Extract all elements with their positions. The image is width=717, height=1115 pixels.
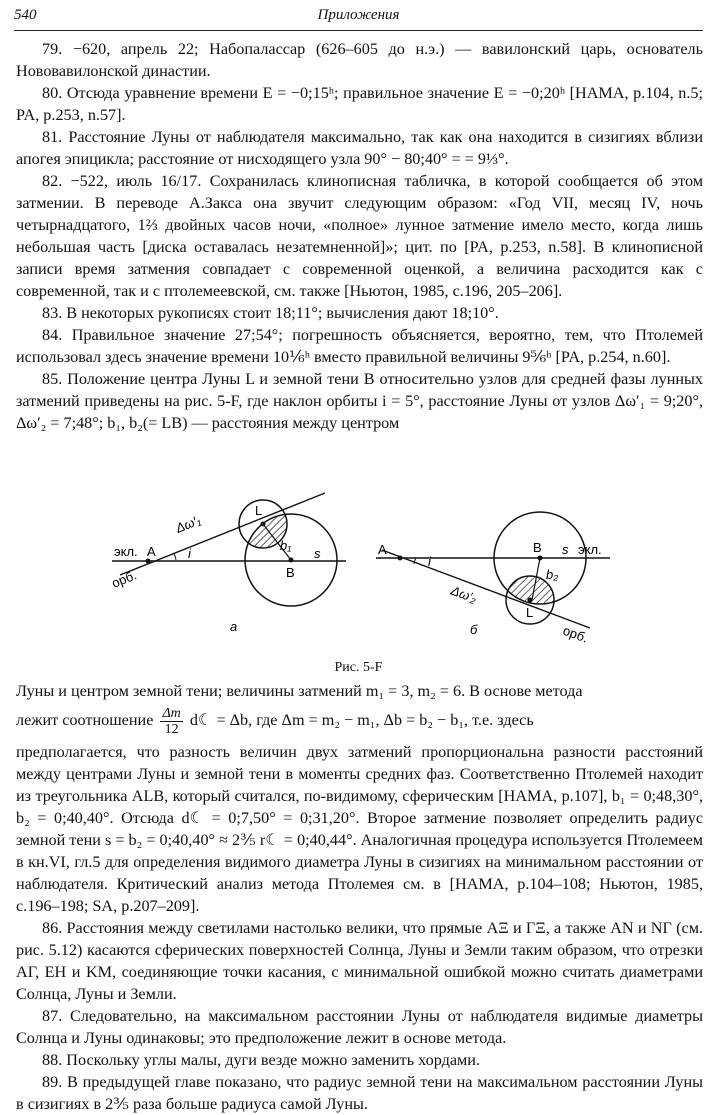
note-89: 89. В предыдущей главе показано, что радиус земной тени на максимальном расстоянии Луны в сизигиях в 2⅗ раза больше радиуса самой Луны. <box>16 1073 703 1113</box>
point-a-label-b: A <box>378 542 387 557</box>
point-l-label-a: L <box>255 503 263 518</box>
note-85: 85. Положение центра Луны L и земной тени B относительно узлов для средней фазы лунных затмений приведены на рис. 5-F, где наклон орбиты i = 5°, расстояние Луны от узлов Δω′₁ = 9;20°, Δω′₂ = 7;48°; b₁, b₂(= LB) — расстояния между центром <box>16 370 703 432</box>
s-label-a: s <box>314 546 321 561</box>
notes-top <box>16 38 703 434</box>
figure-5f <box>100 488 620 670</box>
fraction-numerator: Δm <box>162 706 181 721</box>
angle-i-label-b: i <box>428 554 431 569</box>
page-number: 540 <box>14 7 37 23</box>
note-85-continuation: Луны и центром земной тени; величины затмений m₁ = 3, m₂ = 6. В основе метода <box>16 682 583 700</box>
figure-caption: Рис. 5-F <box>334 660 383 675</box>
ecl-label-a: экл. <box>114 544 138 559</box>
note-87: 87. Следовательно, на максимальном расстоянии Луны от наблюдателя видимые диаметры Солнца и Луны одинаковы; это предположение лежит в основе метода. <box>16 1007 703 1047</box>
shadow-center-a <box>289 558 294 563</box>
orbit-line-b <box>382 550 590 628</box>
s-label-b: s <box>562 542 569 557</box>
note-88: 88. Поскольку углы малы, дуги везде можно заменить хордами. <box>42 1051 480 1069</box>
note-84: 84. Правильное значение 27;54°; погрешность объясняется, вероятно, тем, что Птолемей использовал здесь значение времени 10⅙ʰ вместо правильной величины 9⅚ʰ [PA, p.254, n.60]. <box>16 326 703 366</box>
angle-i-label-a: i <box>188 546 191 561</box>
node-point-a <box>146 559 151 564</box>
moon-center-b <box>528 598 533 603</box>
note-86: 86. Расстояния между светилами настолько велики, что прямые ΑΞ и ΓΞ, а также ΑΝ и ΝΓ (см. рис. 5.12) касаются сферических поверхностей Солнца, Луны и Земли таким образом, что отрезки ΑΓ, ΕΗ и ΚΜ, соединяющие точки касания, с минимальной ошибкой можно считать диаметрами Солнца, Луны и Земли. <box>16 919 703 1003</box>
formula-rest: d☾ = Δb, где Δm = m₂ − m₁, Δb = b₂ − b₁, т.е. здесь <box>189 711 534 730</box>
notes-continued <box>16 680 703 1115</box>
formula-prefix: лежит соотношение <box>16 711 154 730</box>
angle-i-arc-a <box>174 554 176 560</box>
note-82: 82. −522, июль 16/17. Сохранилась клинописная табличка, в которой сообщается об этом затмении. В переводе А.Закса она звучит следующим образом: «Год VII, месяц IV, ночь четырнадцатого, 1⅔ двойных часов ночи, «полное» лунное затмение имело место, когда лишь небольшая часть [диска оставалась незатемненной]»; цит. по [PA, p.253, n.58]. В клинописной записи время затмения совпадает с современной оценкой, а величина расходится как с современной, так и с птолемеевской, см. также [Ньютон, 1985, с.196, 205–206]. <box>16 172 703 300</box>
figure-diagram <box>100 488 620 658</box>
b1-label: b₁ <box>280 538 292 553</box>
formula-line <box>16 706 703 737</box>
delta-omega-1-label: Δω′₁ <box>173 512 203 536</box>
diagram-a <box>110 493 346 634</box>
orbit-line-a <box>120 493 325 575</box>
point-a-label-a: A <box>147 544 156 559</box>
orb-label-a: орб. <box>109 567 139 591</box>
ecl-label-b: экл. <box>578 542 602 557</box>
node-point-b <box>398 556 403 561</box>
note-85-continuation-2: предполагается, что разность величин двух затмений пропорциональна разности расстояний между центрами Луны и земной тени в моменты средних фаз. Соответственно Птолемей находит из треугольника ALB, который считался, по-видимому, сферическим [HAMA, p.107], b₁ = 0;48,30°, b₂ = 0;40,40°. Отсюда d☾ = 0;7,50° = 0;31,20°. Второе затмение позволяет определить радиус земной тени s = b₂ = 0;40,40° ≈ 2⅗ r☾ = 0;40,44°. Аналогичная процедура используется Птолемеем в кн.VI, гл.5 для определения видимого диаметра Луны в сизигиях на минимальном расстоянии от наблюдателя. Критический анализ метода Птолемея см. в [HAMA, p.104–108; Ньютон, 1985, с.196–198; SA, p.207–209]. <box>16 743 703 915</box>
diagram-b <box>376 512 610 646</box>
running-title: Приложения <box>317 7 400 23</box>
b2-label: b₂ <box>546 567 559 582</box>
orb-label-b: орб. <box>560 622 591 646</box>
shadow-center-b <box>538 556 543 561</box>
formula-fraction <box>160 706 182 737</box>
point-b-label-a: B <box>286 565 295 580</box>
note-81: 81. Расстояние Луны от наблюдателя максимально, так как она находится в сизигиях вблизи апогея эпицикла; расстояние от нисходящего узла 90° − 80;40° = = 9⅓°. <box>16 128 703 168</box>
note-79: 79. −620, апрель 22; Набопаласcар (626–605 до н.э.) — вавилонский царь, основатель Нововавилонской династии. <box>16 40 703 80</box>
diagram-a-label: а <box>230 619 238 634</box>
delta-omega-2-label: Δω′₂ <box>448 582 479 606</box>
fraction-denominator: 12 <box>164 722 179 737</box>
note-80: 80. Отсюда уравнение времени E = −0;15ʰ; правильное значение E = −0;20ʰ [HAMA, p.104, n.5; PA, p.253, n.57]. <box>16 84 703 124</box>
moon-center-a <box>261 522 266 527</box>
note-83: 83. В некоторых рукописях стоит 18;11°; вычисления дают 18;10°. <box>42 304 499 322</box>
point-b-label-b: B <box>533 540 542 555</box>
diagram-b-label: б <box>470 622 478 637</box>
point-l-label-b: L <box>526 605 534 620</box>
page-header <box>14 4 703 31</box>
